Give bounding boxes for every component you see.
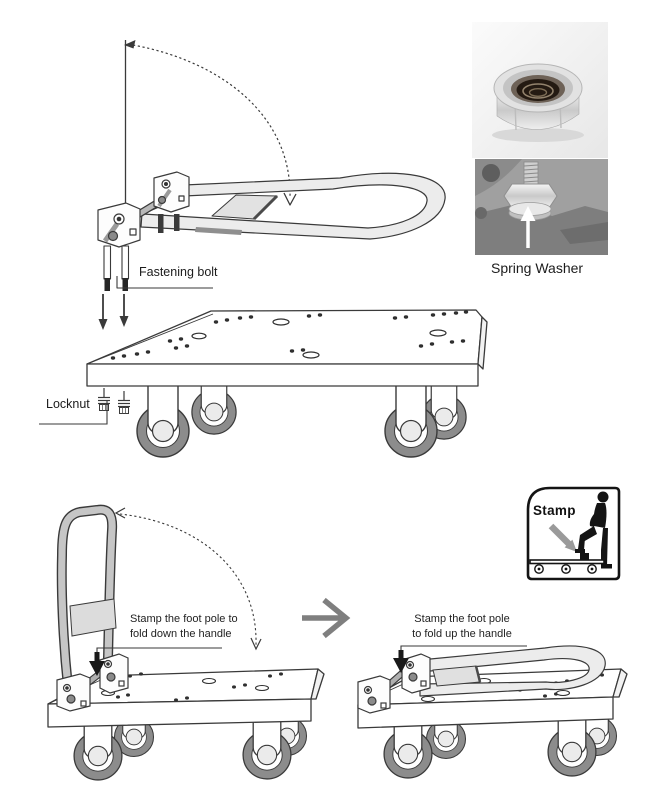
fold-up-caption-line2: to fold up the handle: [412, 628, 512, 640]
fold-down-caption-line2: fold down the handle: [130, 628, 232, 640]
fold-arc-dashed-arrow: [133, 45, 290, 198]
deck-front-face: [87, 364, 478, 386]
mini-cart: [530, 560, 604, 573]
front-hinge-bracket: [98, 203, 140, 247]
fold-up-caption-line1: Stamp the foot pole: [414, 613, 510, 625]
cart-handle-folded-illustration: [358, 646, 627, 778]
deck-top-face: [87, 310, 482, 364]
locknut-label: Locknut: [46, 397, 90, 411]
handle-strap: [433, 666, 480, 686]
locknut-photo: [472, 22, 608, 158]
fold-down-caption: [130, 612, 238, 642]
spring-washer-label: Spring Washer: [491, 260, 584, 276]
cart-handle-up-illustration: [48, 508, 324, 780]
rear-hinge-bracket: [154, 172, 189, 212]
fastening-bolt-label: Fastening bolt: [139, 265, 218, 279]
transition-arrow-icon: [302, 600, 346, 636]
locknuts: [98, 388, 130, 414]
fold-down-caption-line1: Stamp the foot pole to: [130, 613, 238, 625]
stamp-badge-label: Stamp: [533, 503, 576, 518]
platform-deck-illustration: [39, 294, 487, 457]
bolt-drop-arrows-icon: [99, 294, 129, 330]
fold-up-caption: [404, 612, 520, 642]
spring-washer-photo: [475, 159, 608, 255]
handle-assembly-illustration: [98, 40, 445, 291]
stamp-badge: [528, 488, 619, 579]
